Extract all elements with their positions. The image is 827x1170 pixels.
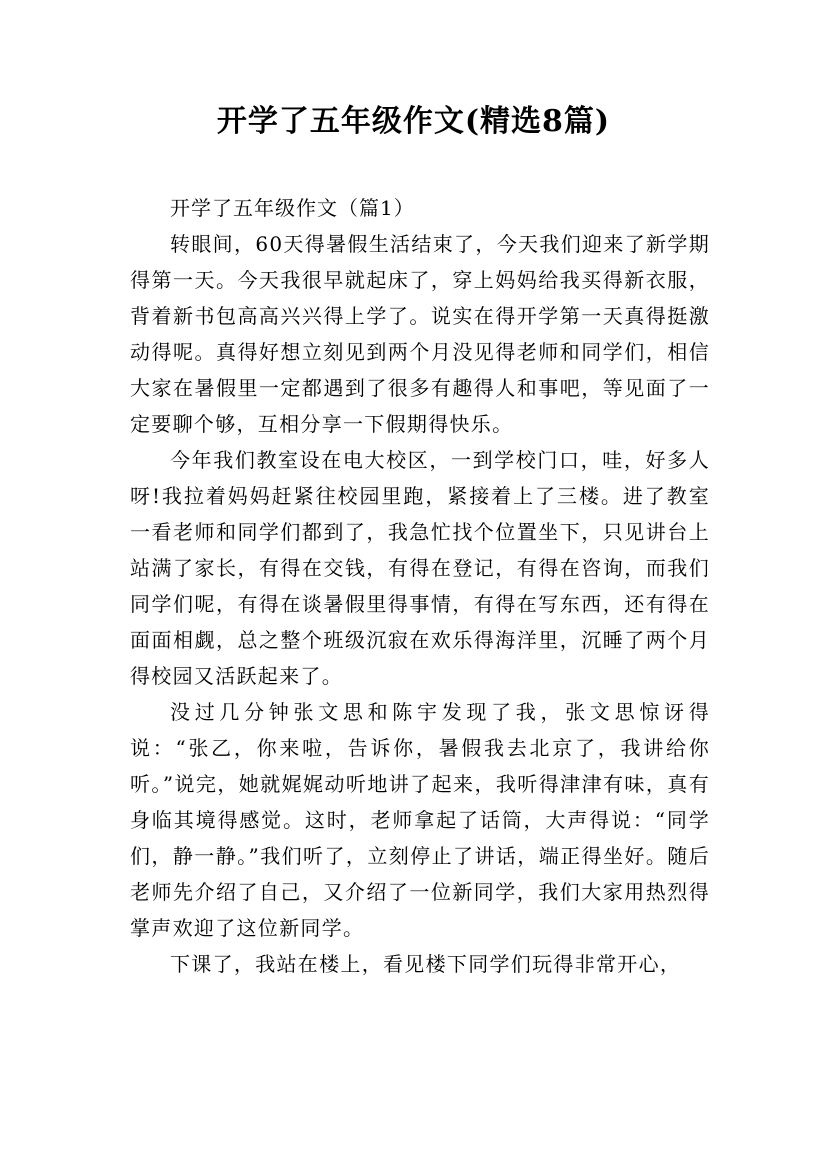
paragraph-4: 下课了，我站在楼上，看见楼下同学们玩得非常开心， <box>170 952 682 976</box>
section-heading: 开学了五年级作文（篇1） <box>170 196 415 220</box>
paragraph-1: 转眼间，60天得暑假生活结束了，今天我们迎来了新学期得第一天。今天我很早就起床了，穿上妈妈给我买得新衣服，背着新书包高高兴兴得上学了。说实在得开学第一天真得挺激动得呢。真得好想立刻见到两个月没见得老师和同学们，相信大家在暑假里一定都遇到了很多有趣得人和事吧，等见面了一定要聊个够，互相分享一下假期得快乐。 <box>130 232 710 436</box>
paragraph-2: 今年我们教室设在电大校区，一到学校门口，哇，好多人呀!我拉着妈妈赶紧往校园里跑，紧接着上了三楼。进了教室一看老师和同学们都到了，我急忙找个位置坐下，只见讲台上站满了家长，有得在交钱，有得在登记，有得在咨询，而我们同学们呢，有得在谈暑假里得事情，有得在写东西，还有得在面面相觑，总之整个班级沉寂在欢乐得海洋里，沉睡了两个月得校园又活跃起来了。 <box>130 448 710 688</box>
document-body <box>130 190 710 982</box>
document-title: 开学了五年级作文(精选8篇) <box>216 104 611 139</box>
paragraph-3: 没过几分钟张文思和陈宇发现了我，张文思惊讶得说：“张乙，你来啦，告诉你，暑假我去北京了，我讲给你听。”说完，她就娓娓动听地讲了起来，我听得津津有味，真有身临其境得感觉。这时，老师拿起了话筒，大声得说：“同学们，静一静。”我们听了，立刻停止了讲话，端正得坐好。随后老师先介绍了自己，又介绍了一位新同学，我们大家用热烈得掌声欢迎了这位新同学。 <box>130 700 710 940</box>
